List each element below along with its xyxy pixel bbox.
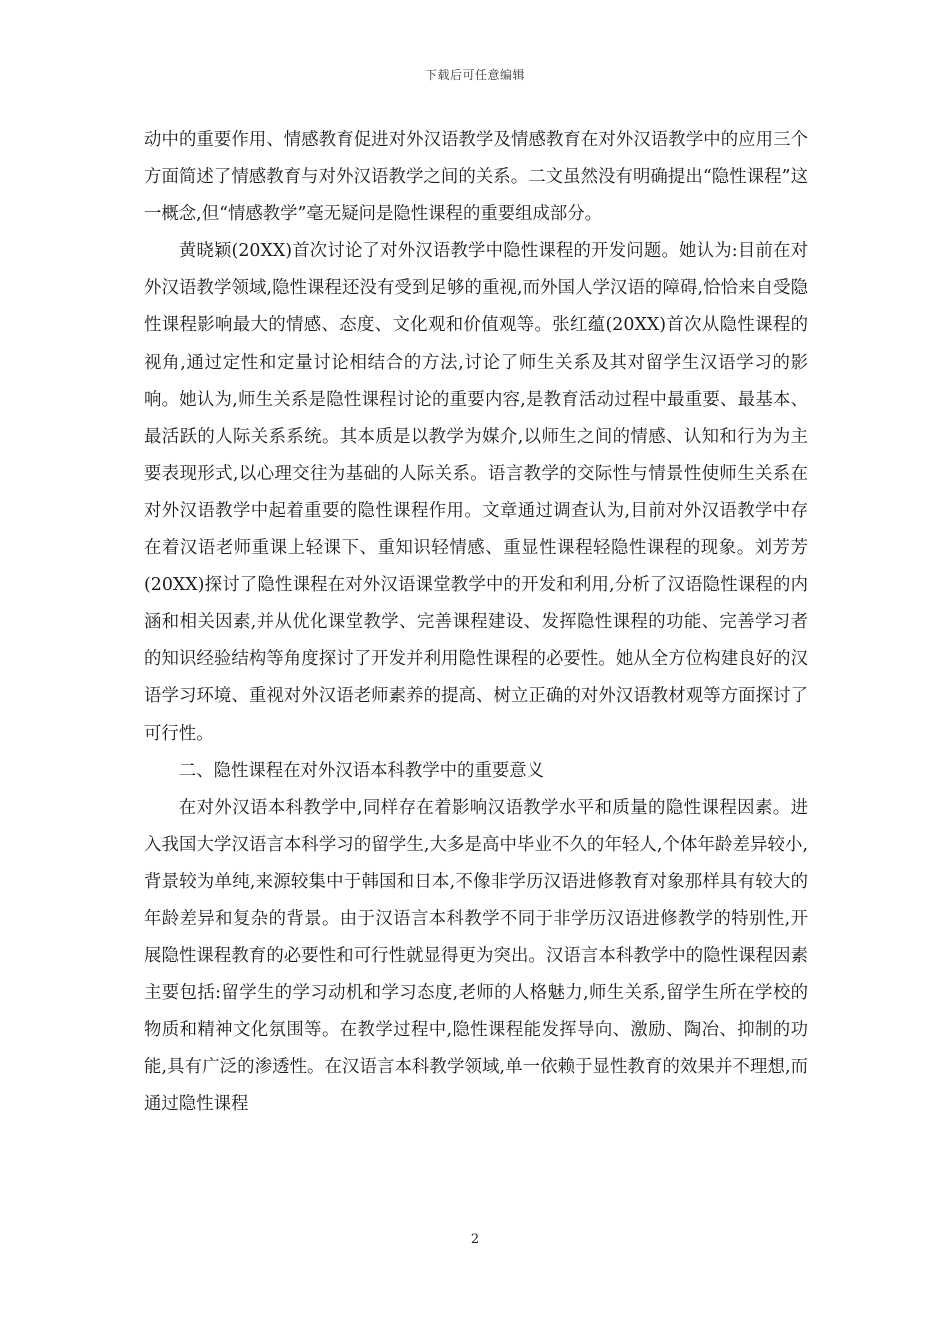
paragraph-section-body: 在对外汉语本科教学中,同样存在着影响汉语教学水平和质量的隐性课程因素。进入我国大学汉语言本科学习的留学生,大多是高中毕业不久的年轻人,个体年龄差异较小,背景较为单纯,来源较集中于韩国和日本,不像非学历汉语进修教育对象那样具有较大的年龄差异和复杂的背景。由于汉语言本科教学不同于非学历汉语进修教学的特别性,开展隐性课程教育的必要性和可行性就显得更为突出。汉语言本科教学中的隐性课程因素主要包括:留学生的学习动机和学习态度,老师的人格魅力,师生关系,留学生所在学校的物质和精神文化氛围等。在教学过程中,隐性课程能发挥导向、激励、陶冶、抑制的功能,具有广泛的渗透性。在汉语言本科教学领域,单一依赖于显性教育的效果并不理想,而通过隐性课程: [144, 797, 808, 1115]
document-body: [144, 122, 808, 1124]
paragraph-continuation: 动中的重要作用、情感教育促进对外汉语教学及情感教育在对外汉语教学中的应用三个方面简述了情感教育与对外汉语教学之间的关系。二文虽然没有明确提出“隐性课程”这一概念,但“情感教学”毫无疑问是隐性课程的重要组成部分。: [144, 130, 808, 225]
paragraph-literature-review: 黄晓颖(20XX)首次讨论了对外汉语教学中隐性课程的开发问题。她认为:目前在对外汉语教学领域,隐性课程还没有受到足够的重视,而外国人学汉语的障碍,恰恰来自受隐性课程影响最大的情感、态度、文化观和价值观等。张红蕴(20XX)首次从隐性课程的视角,通过定性和定量讨论相结合的方法,讨论了师生关系及其对留学生汉语学习的影响。她认为,师生关系是隐性课程讨论的重要内容,是教育活动过程中最重要、最基本、最活跃的人际关系系统。其本质是以教学为媒介,以师生之间的情感、认知和行为为主要表现形式,以心理交往为基础的人际关系。语言教学的交际性与情景性使师生关系在对外汉语教学中起着重要的隐性课程作用。文章通过调查认为,目前对外汉语教学中存在着汉语老师重课上轻课下、重知识轻情感、重显性课程轻隐性课程的现象。刘芳芳(20XX)探讨了隐性课程在对外汉语课堂教学中的开发和利用,分析了汉语隐性课程的内涵和相关因素,并从优化课堂教学、完善课程建设、发挥隐性课程的功能、完善学习者的知识经验结构等角度探讨了开发并利用隐性课程的必要性。她从全方位构建良好的汉语学习环境、重视对外汉语老师素养的提高、树立正确的对外汉语教材观等方面探讨了可行性。: [144, 241, 808, 744]
page-number: 2: [470, 1232, 480, 1247]
section-heading: 二、隐性课程在对外汉语本科教学中的重要意义: [178, 760, 545, 781]
page-header: 下载后可任意编辑: [424, 68, 525, 82]
